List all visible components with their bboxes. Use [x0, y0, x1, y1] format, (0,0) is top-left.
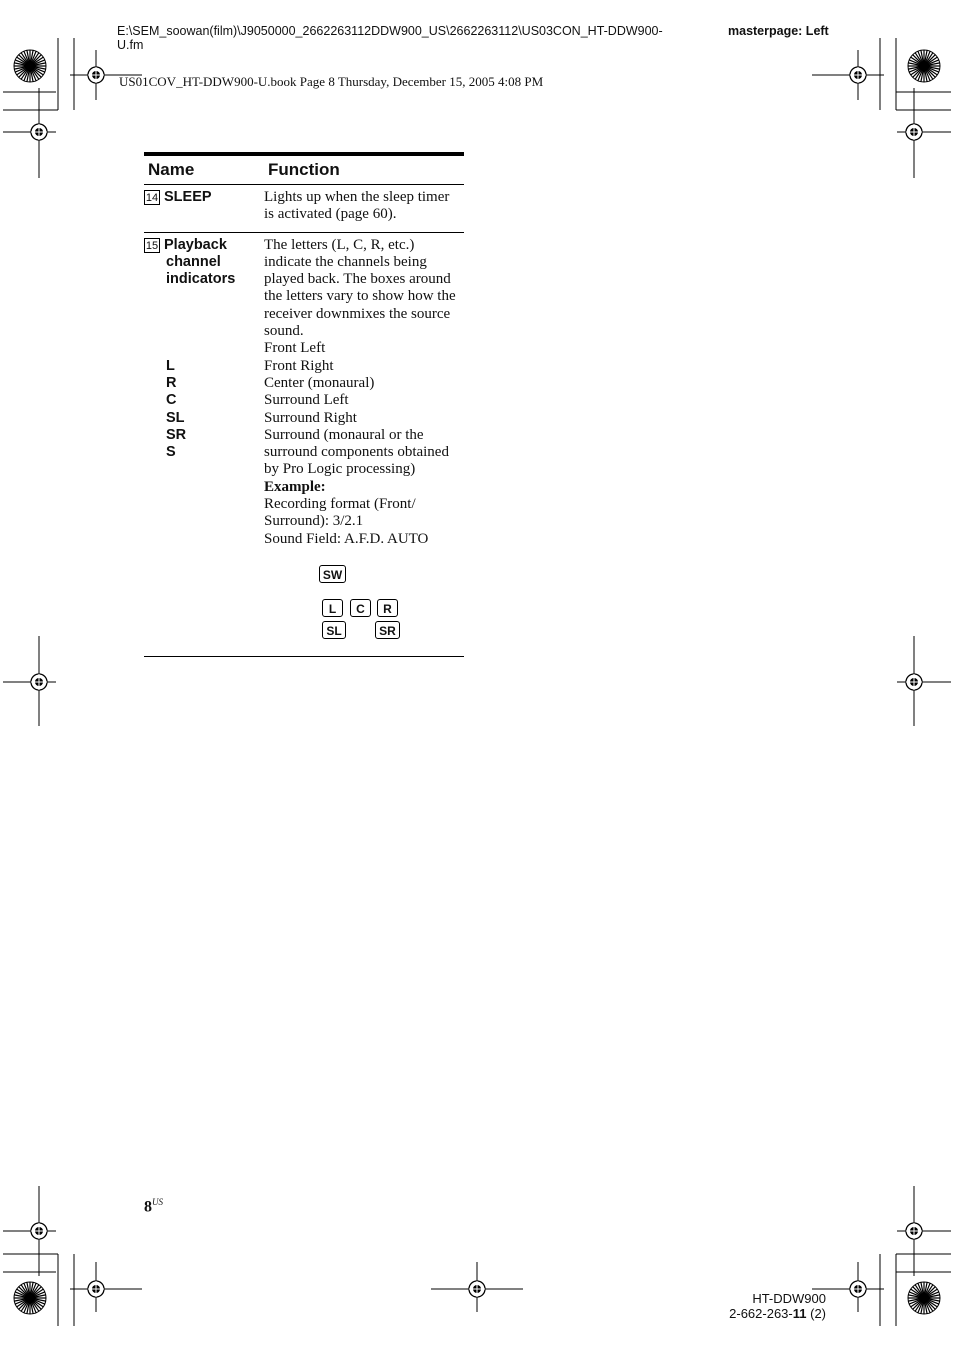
function-table — [144, 152, 464, 657]
example-line: Recording format (Front/ Surround): 3/2.1 — [264, 496, 416, 530]
catalog-bold: 11 — [792, 1306, 807, 1321]
indicator-c: C — [350, 599, 371, 617]
channel-code: S — [166, 444, 176, 461]
col-name-header: Name — [148, 160, 195, 179]
channel-desc: Center (monaural) — [264, 374, 375, 391]
table-bottom-rule — [144, 656, 464, 657]
page-number — [144, 1197, 163, 1216]
item-number-badge: 14 — [145, 192, 159, 204]
item-name-line: indicators — [166, 271, 236, 288]
function-text: The letters (L, C, R, etc.) indicate the channels being played back. The boxes around the letters vary to show how the receiver downmixes the source sound. — [264, 236, 456, 340]
indicator-sw: SW — [319, 565, 346, 583]
channel-code: SR — [166, 426, 187, 443]
function-cell: Lights up when the sleep timer is activated (page 60). — [264, 189, 450, 223]
channel-desc: Front Left — [264, 340, 326, 357]
catalog-prefix: 2-662-263- — [729, 1306, 793, 1321]
page-number-value: 8 — [144, 1198, 152, 1216]
table-row — [144, 185, 464, 232]
book-info: US01COV_HT-DDW900-U.book Page 8 Thursday, December 15, 2005 4:08 PM — [119, 74, 544, 89]
page-suffix: US — [152, 1197, 163, 1207]
model-name: HT-DDW900 — [752, 1291, 826, 1306]
channel-code: R — [166, 374, 177, 391]
indicator-display — [264, 558, 464, 648]
item-number-badge: 15 — [145, 239, 159, 252]
example-line: Sound Field: A.F.D. AUTO — [264, 530, 429, 547]
example-label: Example: — [264, 478, 326, 495]
indicator-l: L — [322, 599, 343, 617]
channel-code: L — [166, 357, 175, 374]
table-row — [144, 233, 464, 656]
item-name-line: Playback — [164, 236, 227, 253]
indicator-r: R — [377, 599, 398, 617]
name-cell — [144, 237, 264, 648]
file-path: E:\SEM_soowan(film)\J9050000_2662263112DDW900_US\2662263112\US03CON_HT-DDW900-U.fm — [117, 24, 663, 52]
channel-desc: Surround Left — [264, 392, 349, 409]
indicator-sr: SR — [375, 621, 400, 639]
channel-code: C — [166, 392, 177, 409]
item-name-line: channel — [166, 253, 221, 270]
channel-code: SL — [166, 409, 185, 426]
indicator-sl: SL — [322, 621, 346, 639]
channel-desc: Surround Right — [264, 409, 357, 426]
masterpage-label: masterpage: Left — [728, 24, 829, 38]
item-name: SLEEP — [164, 189, 212, 205]
channel-desc: Front Right — [264, 357, 334, 374]
table-header — [144, 156, 464, 184]
name-spacer — [144, 288, 264, 357]
catalog-suffix: (2) — [806, 1306, 826, 1321]
col-function-header: Function — [268, 160, 340, 179]
function-cell — [264, 237, 464, 648]
catalog-number — [690, 1306, 826, 1321]
name-cell — [144, 189, 264, 224]
channel-desc: Surround (monaural or the surround components obtained by Pro Logic processing) — [264, 426, 449, 478]
